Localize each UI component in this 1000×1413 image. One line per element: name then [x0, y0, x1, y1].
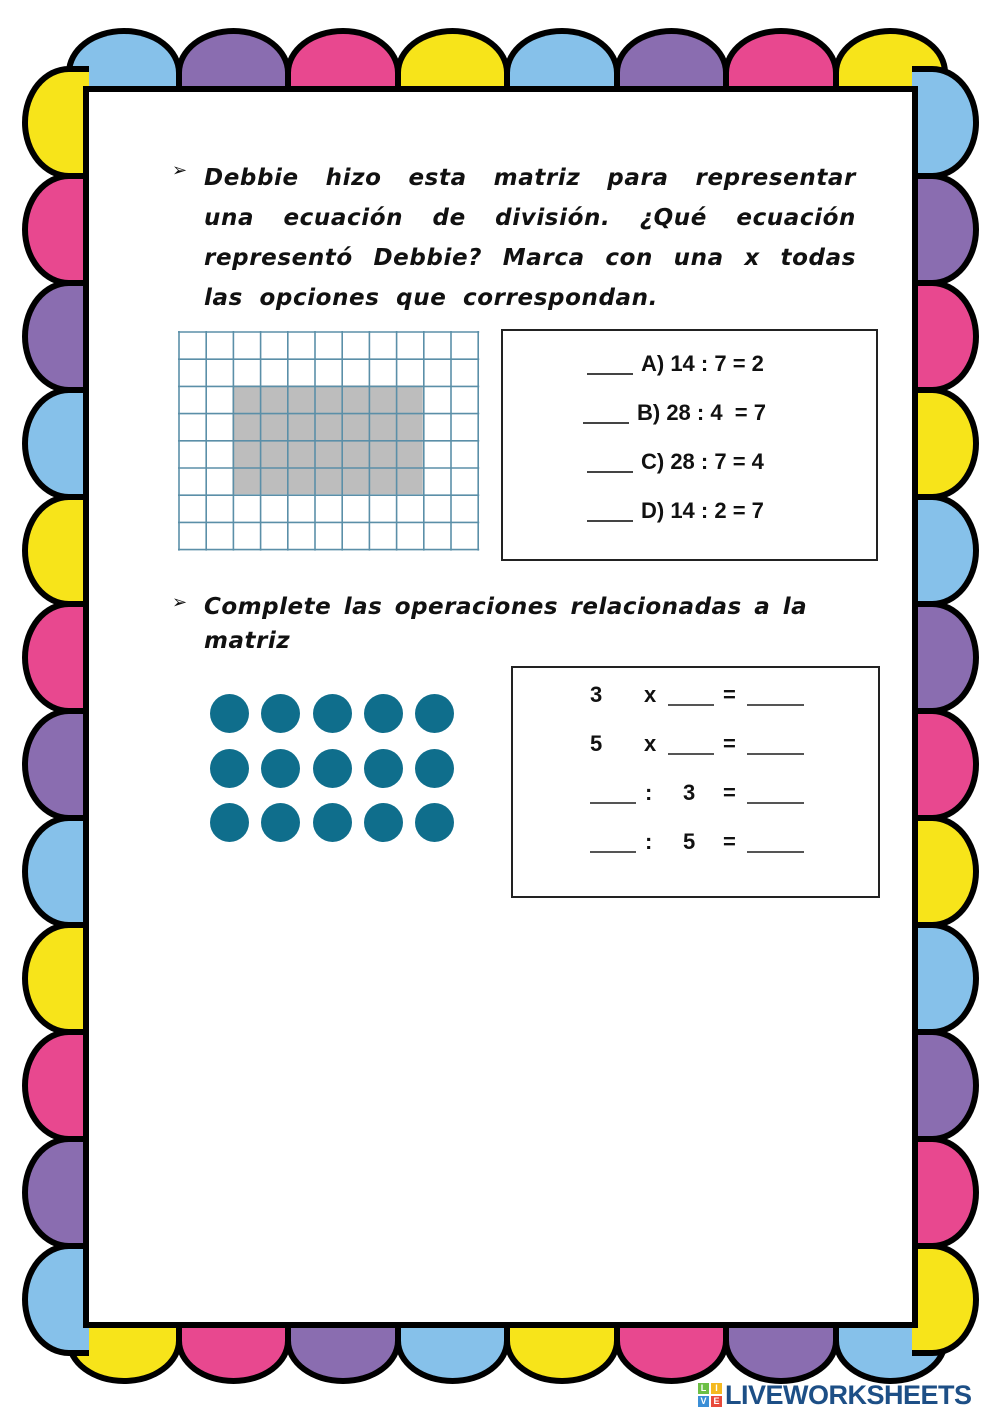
bullet-arrow-icon: ➢: [172, 592, 188, 613]
scallop-bottom: [176, 1322, 292, 1384]
dot: [364, 749, 403, 788]
dot: [415, 749, 454, 788]
question-1: [172, 158, 856, 318]
scallop-left: [22, 922, 89, 1035]
scallop-right: [912, 601, 979, 714]
option-d-blank[interactable]: [587, 520, 633, 522]
dividend-blank[interactable]: [590, 851, 636, 853]
dot: [364, 803, 403, 842]
scallop-bottom: [395, 1322, 511, 1384]
option-a-blank[interactable]: [587, 373, 633, 375]
option-c-label: C) 28 : 7 = 4: [641, 449, 764, 474]
scallop-top: [176, 28, 292, 92]
logo-tile: L: [698, 1383, 709, 1394]
equals: =: [723, 780, 736, 805]
scallop-bottom: [614, 1322, 730, 1384]
option-b-label: B) 28 : 4 = 7: [637, 400, 767, 425]
scallop-right: [912, 1029, 979, 1142]
factor-blank[interactable]: [668, 753, 714, 755]
logo-tile: E: [711, 1396, 722, 1407]
scallop-left: [22, 66, 89, 179]
dot: [313, 694, 352, 733]
scallop-right: [912, 173, 979, 286]
scallop-right: [912, 66, 979, 179]
scallop-left: [22, 1136, 89, 1249]
operation-row-1: [513, 682, 878, 712]
divisor: 3: [683, 780, 696, 805]
dot: [364, 694, 403, 733]
dot: [415, 803, 454, 842]
scallop-right: [912, 387, 979, 500]
logo-tile: V: [698, 1396, 709, 1407]
scallop-right: [912, 708, 979, 821]
operand-a: 3: [590, 682, 603, 707]
operation-row-3: [513, 780, 878, 810]
operations-box: [511, 666, 880, 898]
result-blank[interactable]: [747, 753, 804, 755]
equals: =: [723, 829, 736, 854]
logo-tile: I: [711, 1383, 722, 1394]
operator: x: [644, 682, 657, 707]
scallop-right: [912, 922, 979, 1035]
answer-options-box: [501, 329, 878, 561]
scallop-bottom: [504, 1322, 620, 1384]
equals: =: [723, 682, 736, 707]
scallop-right: [912, 815, 979, 928]
option-c[interactable]: [503, 449, 876, 479]
bullet-arrow-icon: ➢: [172, 160, 188, 181]
dot: [210, 694, 249, 733]
scallop-bottom: [285, 1322, 401, 1384]
option-c-blank[interactable]: [587, 471, 633, 473]
option-a[interactable]: [503, 351, 876, 381]
dot: [210, 803, 249, 842]
scallop-left: [22, 494, 89, 607]
result-blank[interactable]: [747, 851, 804, 853]
scallop-left: [22, 815, 89, 928]
scallop-bottom: [723, 1322, 839, 1384]
scallop-left: [22, 708, 89, 821]
factor-blank[interactable]: [668, 704, 714, 706]
question-2: [172, 590, 856, 658]
operator: :: [645, 780, 653, 805]
scallop-right: [912, 494, 979, 607]
operand-a: 5: [590, 731, 603, 756]
scallop-left: [22, 280, 89, 393]
operation-row-4: [513, 829, 878, 859]
dot: [313, 803, 352, 842]
dot: [210, 749, 249, 788]
option-b[interactable]: [503, 400, 876, 430]
result-blank[interactable]: [747, 802, 804, 804]
scallop-left: [22, 387, 89, 500]
scallop-left: [22, 1029, 89, 1142]
scallop-right: [912, 1136, 979, 1249]
question-2-text: Complete las operaciones relacionadas a la matriz: [204, 594, 808, 654]
operator: :: [645, 829, 653, 854]
liveworksheets-logo: [698, 1380, 972, 1410]
logo-tiles-icon: [698, 1383, 722, 1407]
scallop-left: [22, 173, 89, 286]
dot: [415, 694, 454, 733]
operation-row-2: [513, 731, 878, 761]
scallop-left: [22, 601, 89, 714]
logo-text: LIVEWORKSHEETS: [725, 1379, 972, 1410]
equals: =: [723, 731, 736, 756]
option-d[interactable]: [503, 498, 876, 528]
dividend-blank[interactable]: [590, 802, 636, 804]
dot: [313, 749, 352, 788]
option-d-label: D) 14 : 2 = 7: [641, 498, 764, 523]
scallop-top: [614, 28, 730, 92]
scallop-left: [22, 1243, 89, 1356]
option-b-blank[interactable]: [583, 422, 629, 424]
divisor: 5: [683, 829, 696, 854]
grid-matrix: [178, 331, 480, 551]
dot: [261, 749, 300, 788]
question-1-text: Debbie hizo esta matriz para representar una ecuación de división. ¿Qué ecuación representó Debbie? Marca con una x todas las opciones que correspondan.: [204, 165, 856, 311]
scallop-right: [912, 280, 979, 393]
result-blank[interactable]: [747, 704, 804, 706]
scallop-top: [723, 28, 839, 92]
operator: x: [644, 731, 657, 756]
scallop-top: [504, 28, 620, 92]
option-a-label: A) 14 : 7 = 2: [641, 351, 764, 376]
scallop-top: [285, 28, 401, 92]
scallop-right: [912, 1243, 979, 1356]
scallop-top: [395, 28, 511, 92]
